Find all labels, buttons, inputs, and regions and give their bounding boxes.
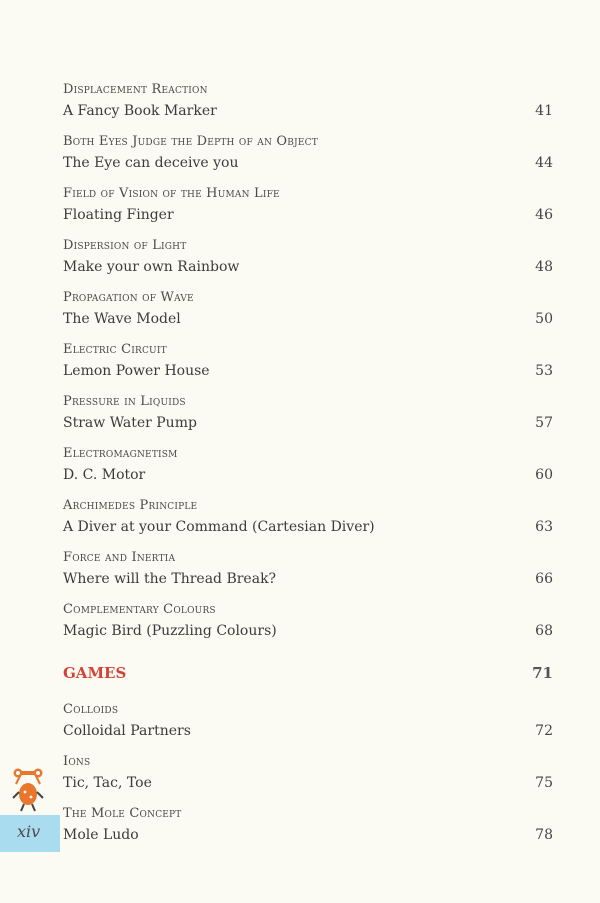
toc-title: Tic, Tac, Toe (63, 775, 152, 791)
toc-title: A Fancy Book Marker (63, 103, 217, 119)
section-title: GAMES (63, 664, 127, 682)
toc-page-number: 66 (535, 571, 553, 587)
toc-title: Straw Water Pump (63, 415, 197, 431)
toc-page-number: 75 (535, 775, 553, 791)
toc-topic: Dispersion of Light (63, 238, 187, 253)
toc-title: Make your own Rainbow (63, 259, 240, 275)
toc-entry[interactable] (63, 446, 553, 498)
toc-topic: Propagation of Wave (63, 290, 194, 305)
toc-page-number: 53 (535, 363, 553, 379)
toc-page-number: 72 (535, 723, 553, 739)
toc-topic: Archimedes Principle (63, 498, 198, 513)
toc-topic: Field of Vision of the Human Life (63, 186, 280, 201)
section-page-number: 71 (532, 664, 553, 682)
toc-title: D. C. Motor (63, 467, 146, 483)
toc-page-number: 68 (535, 623, 553, 639)
toc-entry[interactable] (63, 498, 553, 550)
folio-page-number: xiv (17, 822, 41, 841)
toc-title: Lemon Power House (63, 363, 210, 379)
toc-entry[interactable] (63, 290, 553, 342)
page-folio (0, 815, 60, 852)
toc-topic: Colloids (63, 702, 119, 717)
toc-topic: Complementary Colours (63, 602, 216, 617)
toc-entry[interactable] (63, 82, 553, 134)
toc-topic: Pressure in Liquids (63, 394, 186, 409)
toc-title: The Wave Model (63, 311, 181, 327)
mascot-icon (10, 764, 46, 812)
toc-title: Colloidal Partners (63, 723, 191, 739)
toc-page-number: 46 (535, 207, 553, 223)
toc-page-number: 44 (535, 155, 553, 171)
toc-title: The Eye can deceive you (63, 155, 239, 171)
toc-entry[interactable] (63, 342, 553, 394)
toc-entry[interactable] (63, 238, 553, 290)
toc-topic: Electromagnetism (63, 446, 178, 461)
toc-page-number: 78 (535, 827, 553, 843)
toc-entry[interactable] (63, 394, 553, 446)
toc-title: A Diver at your Command (Cartesian Diver) (63, 519, 375, 535)
toc-entry[interactable] (63, 806, 553, 858)
toc-page-number: 57 (535, 415, 553, 431)
toc-topic: Ions (63, 754, 91, 769)
toc-topic: Force and Inertia (63, 550, 176, 565)
toc-title: Floating Finger (63, 207, 174, 223)
toc-topic: The Mole Concept (63, 806, 182, 821)
toc-page-number: 41 (535, 103, 553, 119)
toc-title: Mole Ludo (63, 827, 139, 843)
toc-topic: Both Eyes Judge the Depth of an Object (63, 134, 318, 149)
toc-entry[interactable] (63, 702, 553, 754)
toc-title: Where will the Thread Break? (63, 571, 277, 587)
toc-page-number: 50 (535, 311, 553, 327)
toc-page-number: 63 (535, 519, 553, 535)
table-of-contents (63, 82, 553, 858)
toc-title: Magic Bird (Puzzling Colours) (63, 623, 277, 639)
toc-entry[interactable] (63, 550, 553, 602)
toc-entry[interactable] (63, 754, 553, 806)
toc-entry[interactable] (63, 602, 553, 654)
toc-topic: Displacement Reaction (63, 82, 208, 97)
toc-topic: Electric Circuit (63, 342, 167, 357)
toc-entry[interactable] (63, 186, 553, 238)
toc-page-number: 48 (535, 259, 553, 275)
games-section-heading[interactable] (63, 664, 553, 702)
toc-entry[interactable] (63, 134, 553, 186)
toc-page-number: 60 (535, 467, 553, 483)
